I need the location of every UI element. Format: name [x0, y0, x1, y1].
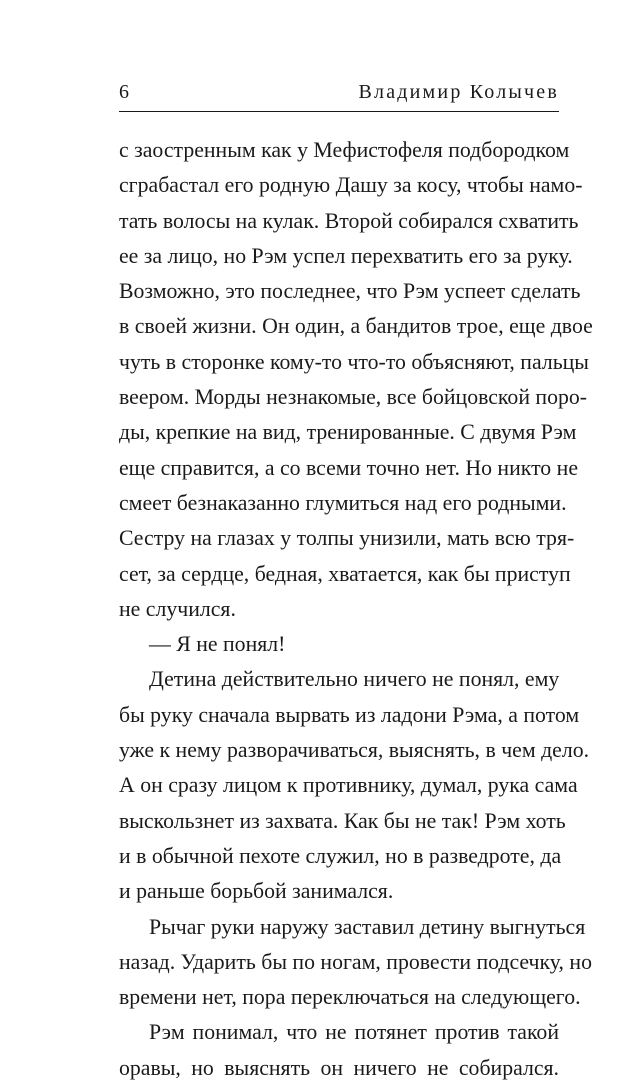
text-line: в своей жизни. Он один, а бандитов трое, еще двое: [119, 314, 593, 339]
text-line: Детина действительно ничего не понял, ему: [149, 667, 560, 692]
text-line: уже к нему разворачиваться, выяснять, в чем дело.: [119, 738, 590, 763]
text-line: бы руку сначала вырвать из ладони Рэма, а потом: [119, 702, 580, 727]
text-line: времени нет, пора переключаться на следующего.: [119, 985, 581, 1010]
text-line: Рэм понимал, что не потянет против такой: [149, 1020, 559, 1045]
text-line: назад. Ударить бы по ногам, провести подсечку, но: [119, 949, 592, 974]
text-line: сет, за сердце, бедная, хватается, как бы приступ: [119, 561, 571, 586]
text-line: смеет безнаказанно глумиться над его родными.: [119, 490, 567, 515]
text-line: выскользнет из захвата. Как бы не так! Рэм хоть: [119, 808, 566, 833]
page-number: 6: [119, 81, 129, 103]
text-line: и в обычной пехоте служил, но в разведроте, да: [119, 843, 562, 868]
text-line: оравы, но выяснять он ничего не собирался.: [119, 1055, 559, 1080]
text-line: ды, крепкие на вид, тренированные. С двумя Рэм: [119, 420, 577, 445]
header-rule: [119, 111, 559, 112]
text-line: еще справится, а со всеми точно нет. Но никто не: [119, 455, 578, 480]
text-line: Возможно, это последнее, что Рэм успеет сделать: [119, 279, 581, 304]
text-line: и раньше борьбой занимался.: [119, 879, 394, 904]
text-line: не случился.: [119, 596, 236, 621]
text-line: Рычаг руки наружу заставил детину выгнуться: [149, 914, 586, 939]
text-line: чуть в сторонке кому-то что-то объясняют, пальцы: [119, 349, 589, 374]
text-line: веером. Морды незнакомые, все бойцовской поро-: [119, 385, 588, 410]
body-text: [119, 133, 593, 1086]
dialogue-line: — Я не понял!: [149, 632, 286, 657]
text-line: ее за лицо, но Рэм успел перехватить его за руку.: [119, 243, 573, 268]
text-line: Сестру на глазах у толпы унизили, мать всю тря-: [119, 526, 575, 551]
text-line: с заостренным как у Мефистофеля подбородком: [119, 138, 570, 162]
running-head: [119, 80, 559, 104]
running-title: Владимир Колычев: [358, 81, 559, 103]
text-line: тать волосы на кулак. Второй собирался схватить: [119, 208, 579, 233]
text-line: сграбастал его родную Дашу за косу, чтобы намо-: [119, 173, 583, 198]
text-line: А он сразу лицом к противнику, думал, рука сама: [119, 773, 578, 798]
